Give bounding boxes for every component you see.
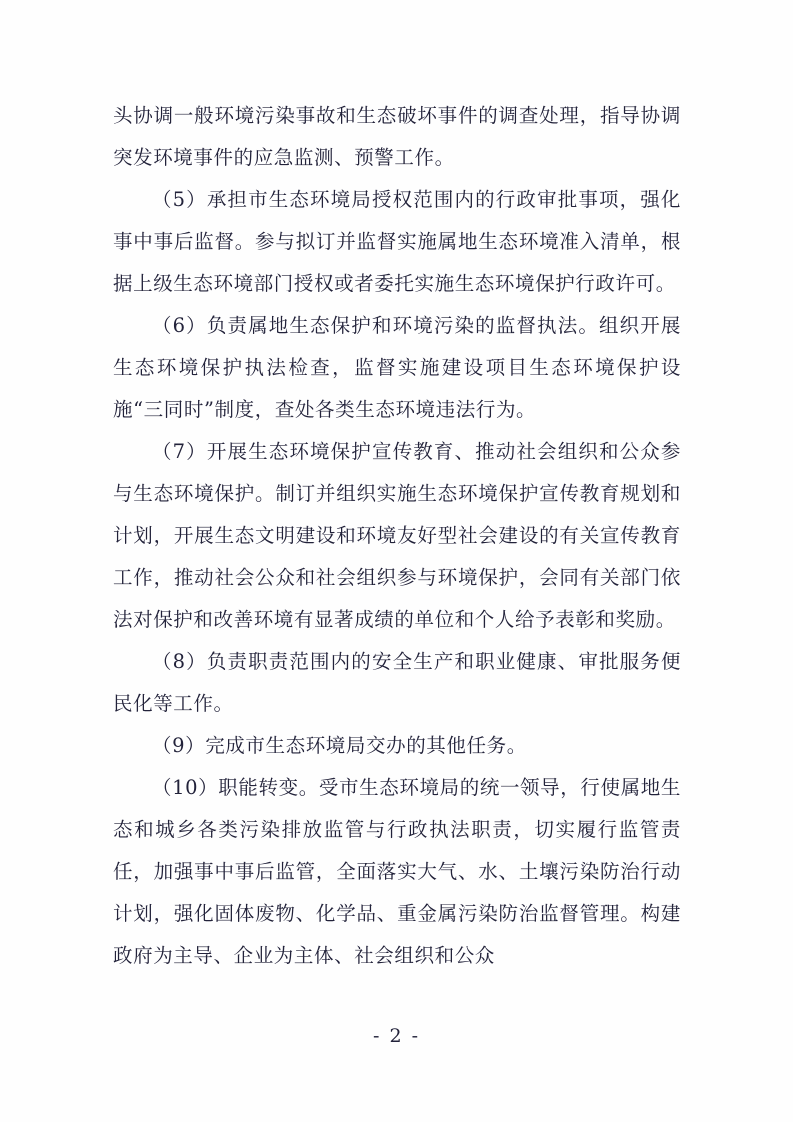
paragraph-item-8: （8）负责职责范围内的安全生产和职业健康、审批服务便民化等工作。 xyxy=(113,650,681,715)
paragraph-item-10: （10）职能转变。受市生态环境局的统一领导，行使属地生态和城乡各类污染排放监管与行政执法职责，切实履行监管责任，加强事中事后监管，全面落实大气、水、土壤污染防治行动计划，强化固体废物、化学品、重金属污染防治监督管理。构建政府为主导、企业为主体、社会组织和公众 xyxy=(113,776,681,967)
paragraph-item-7: （7）开展生态环境保护宣传教育、推动社会组织和公众参与生态环境保护。制订并组织实施生态环境保护宣传教育规划和计划，开展生态文明建设和环境友好型社会建设的有关宣传教育工作，推动社会公众和社会组织参与环境保护，会同有关部门依法对保护和改善环境有显著成绩的单位和个人给予表彰和奖励。 xyxy=(113,440,681,631)
paragraph-item-6: （6）负责属地生态保护和环境污染的监督执法。组织开展生态环境保护执法检查，监督实施建设项目生态环境保护设施“三同时”制度，查处各类生态环境违法行为。 xyxy=(113,314,681,421)
paragraph-continued: 头协调一般环境污染事故和生态破坏事件的调查处理，指导协调突发环境事件的应急监测、预警工作。 xyxy=(113,104,681,169)
document-body xyxy=(113,95,681,977)
paragraph-item-9: （9）完成市生态环境局交办的其他任务。 xyxy=(152,734,527,757)
paragraph-item-5: （5）承担市生态环境局授权范围内的行政审批事项，强化事中事后监督。参与拟订并监督实施属地生态环境准入清单，根据上级生态环境部门授权或者委托实施生态环境保护行政许可。 xyxy=(113,188,681,295)
page-number: - 2 - xyxy=(372,1025,420,1047)
page-footer xyxy=(0,1025,793,1047)
